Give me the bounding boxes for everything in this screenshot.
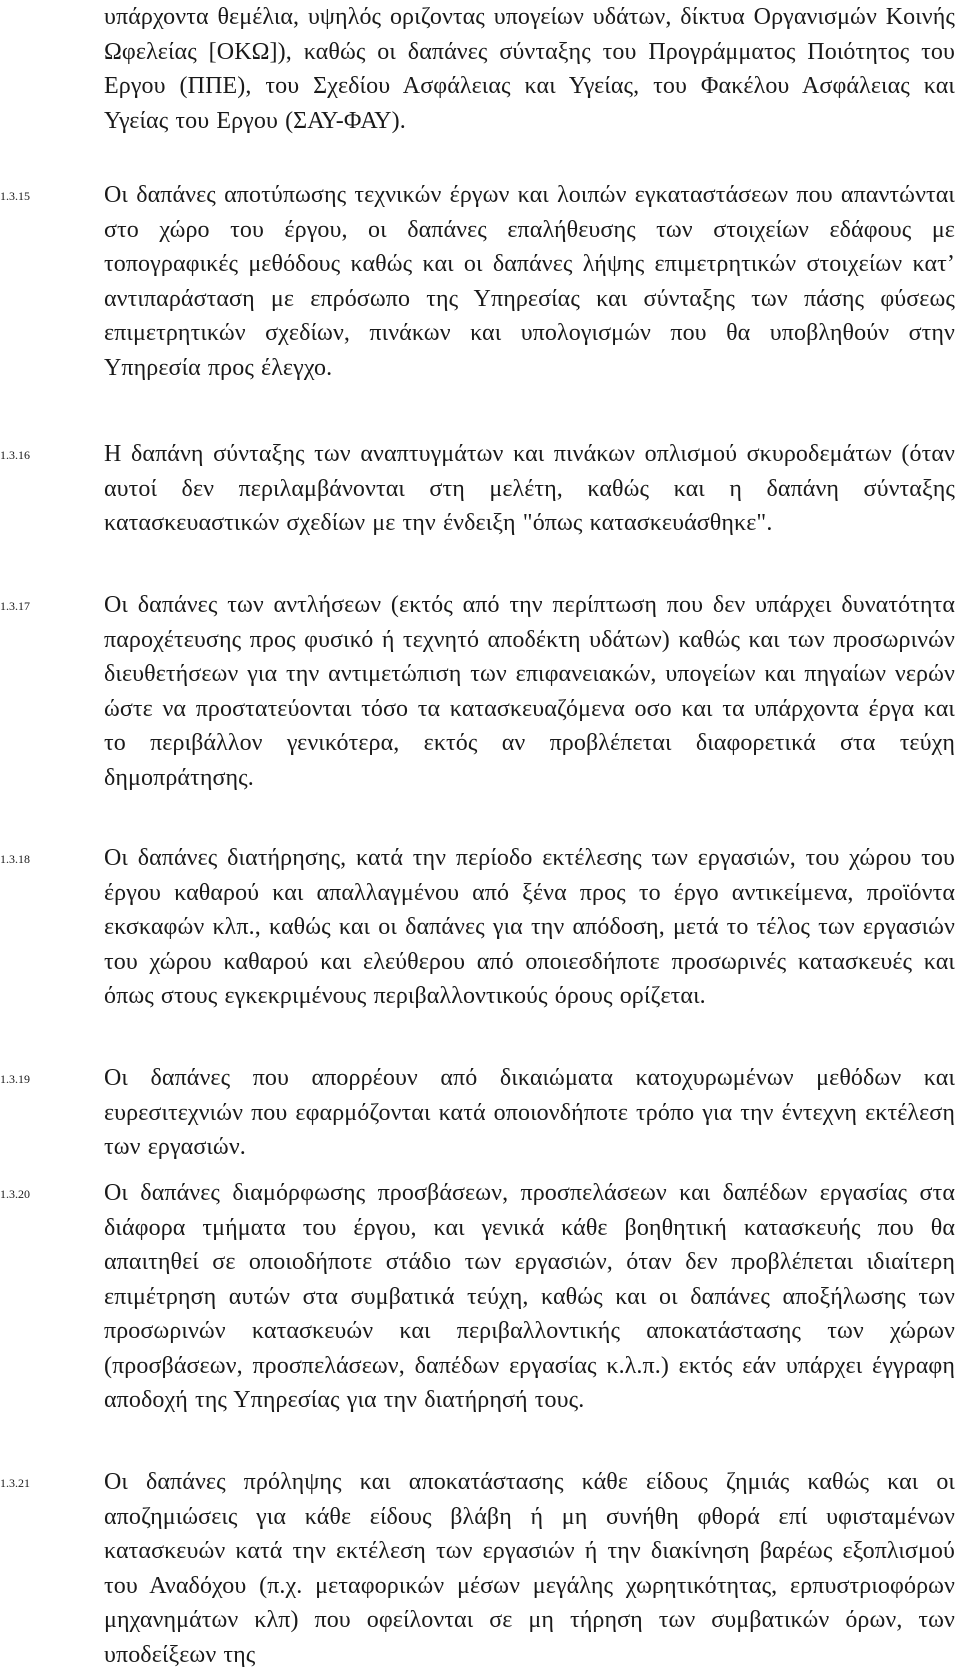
clause-text: Οι δαπάνες των αντλήσεων (εκτός από την περίπτωση που δεν υπάρχει δυνατότητα παροχέτευσης προς φυσικό ή τεχνητό αποδέκτη υδάτων) καθώς και των προσωρινών διευθετήσεων για την αντιμετώπιση των επιφανειακών, υπογείων και πηγαίων νερών ώστε να προστατεύονται τόσο τα κατασκευαζόμενα οσο και τα υπάρχοντα έργα και το περιβάλλον γενικότερα, εκτός αν προβλέπεται διαφορετικά στα τεύχη δημοπράτησης. xyxy=(104,592,955,791)
clause-text: Οι δαπάνες που απορρέουν από δικαιώματα κατοχυρωμένων μεθόδων και ευρεσιτεχνιών που εφαρμόζονται κατά οποιονδήποτε τρόπο για την έντεχνη εκτέλεση των εργασιών. xyxy=(104,1065,955,1160)
clause-number: 1.3.20 xyxy=(0,1187,30,1201)
intro-paragraph-text: υπάρχοντα θεμέλια, υψηλός οριζοντας υπογείων υδάτων, δίκτυα Οργανισμών Κοινής Ωφελείας [ΟΚΩ]), καθώς οι δαπάνες σύνταξης του Προγράμματος Ποιότητος του Εργου (ΠΠΕ), του Σχεδίου Ασφάλειας και Υγείας, του Φακέλου Ασφάλειας και Υγείας του Εργου (ΣΑΥ-ΦΑΥ). xyxy=(104,4,955,134)
clause-number: 1.3.19 xyxy=(0,1072,30,1086)
clause-number: 1.3.17 xyxy=(0,599,30,613)
clause-number: 1.3.18 xyxy=(0,852,30,866)
clause-text: Η δαπάνη σύνταξης των αναπτυγμάτων και πινάκων οπλισμού σκυροδεμάτων (όταν αυτοί δεν περιλαμβάνονται στη μελέτη, καθώς και η δαπάνη σύνταξης κατασκευαστικών σχεδίων με την ένδειξη "όπως κατασκευάσθηκε". xyxy=(104,441,955,536)
clause-text: Οι δαπάνες διαμόρφωσης προσβάσεων, προσπελάσεων και δαπέδων εργασίας στα διάφορα τμήματα του έργου, και γενικά κάθε βοηθητική κατασκευής που θα απαιτηθεί σε οποιοδήποτε στάδιο των εργασιών, όταν δεν προβλέπεται ιδιαίτερη επιμέτρηση αυτών στα συμβατικά τεύχη, καθώς και οι δαπάνες αποξήλωσης των προσωρινών κατασκευών και περιβαλλοντικής αποκατάστασης των χώρων (προσβάσεων, προσπελάσεων, δαπέδων εργασίας κ.λ.π.) εκτός εάν υπάρχει έγγραφη αποδοχή της Υπηρεσίας για την διατήρησή τους. xyxy=(104,1180,955,1413)
clause-text: Οι δαπάνες διατήρησης, κατά την περίοδο εκτέλεσης των εργασιών, του χώρου του έργου καθαρού και απαλλαγμένου από ξένα προς το έργο αντικείμενα, προϊόντα εκσκαφών κλπ., καθώς και οι δαπάνες για την απόδοση, μετά το τέλος των εργασιών του χώρου καθαρού και ελεύθερου από οποιεσδήποτε προσωρινές κατασκευές και όπως στους εγκεκριμένους περιβαλλοντικούς όρους ορίζεται. xyxy=(104,845,955,1009)
clause-text: Οι δαπάνες πρόληψης και αποκατάστασης κάθε είδους ζημιάς καθώς και οι αποζημιώσεις για κάθε είδους βλάβη ή μη συνήθη φθορά επί υφισταμένων κατασκευών κατά την εκτέλεση των εργασιών ή την διακίνηση βαρέως εξοπλισμού του Αναδόχου (π.χ. μεταφορικών μέσων μεγάλης χωρητικότητας, ερπυστριοφόρων μηχανημάτων κλπ) που οφείλονται σε μη τήρηση των συμβατικών όρων, των υποδείξεων της xyxy=(104,1469,955,1668)
clause-text: Οι δαπάνες αποτύπωσης τεχνικών έργων και λοιπών εγκαταστάσεων που απαντώνται στο χώρο του έργου, οι δαπάνες επαλήθευσης των στοιχείων εδάφους με τοπογραφικές μεθόδους καθώς και οι δαπάνες λήψης επιμετρητικών στοιχείων κατ’ αντιπαράσταση με επρόσωπο της Υπηρεσίας και σύνταξης των πάσης φύσεως επιμετρητικών σχεδίων, πινάκων και υπολογισμών που θα υποβληθούν στην Υπηρεσία προς έλεγχο. xyxy=(104,182,955,381)
clause-number: 1.3.15 xyxy=(0,189,30,203)
clause-number: 1.3.16 xyxy=(0,448,30,462)
clause-number: 1.3.21 xyxy=(0,1476,30,1490)
